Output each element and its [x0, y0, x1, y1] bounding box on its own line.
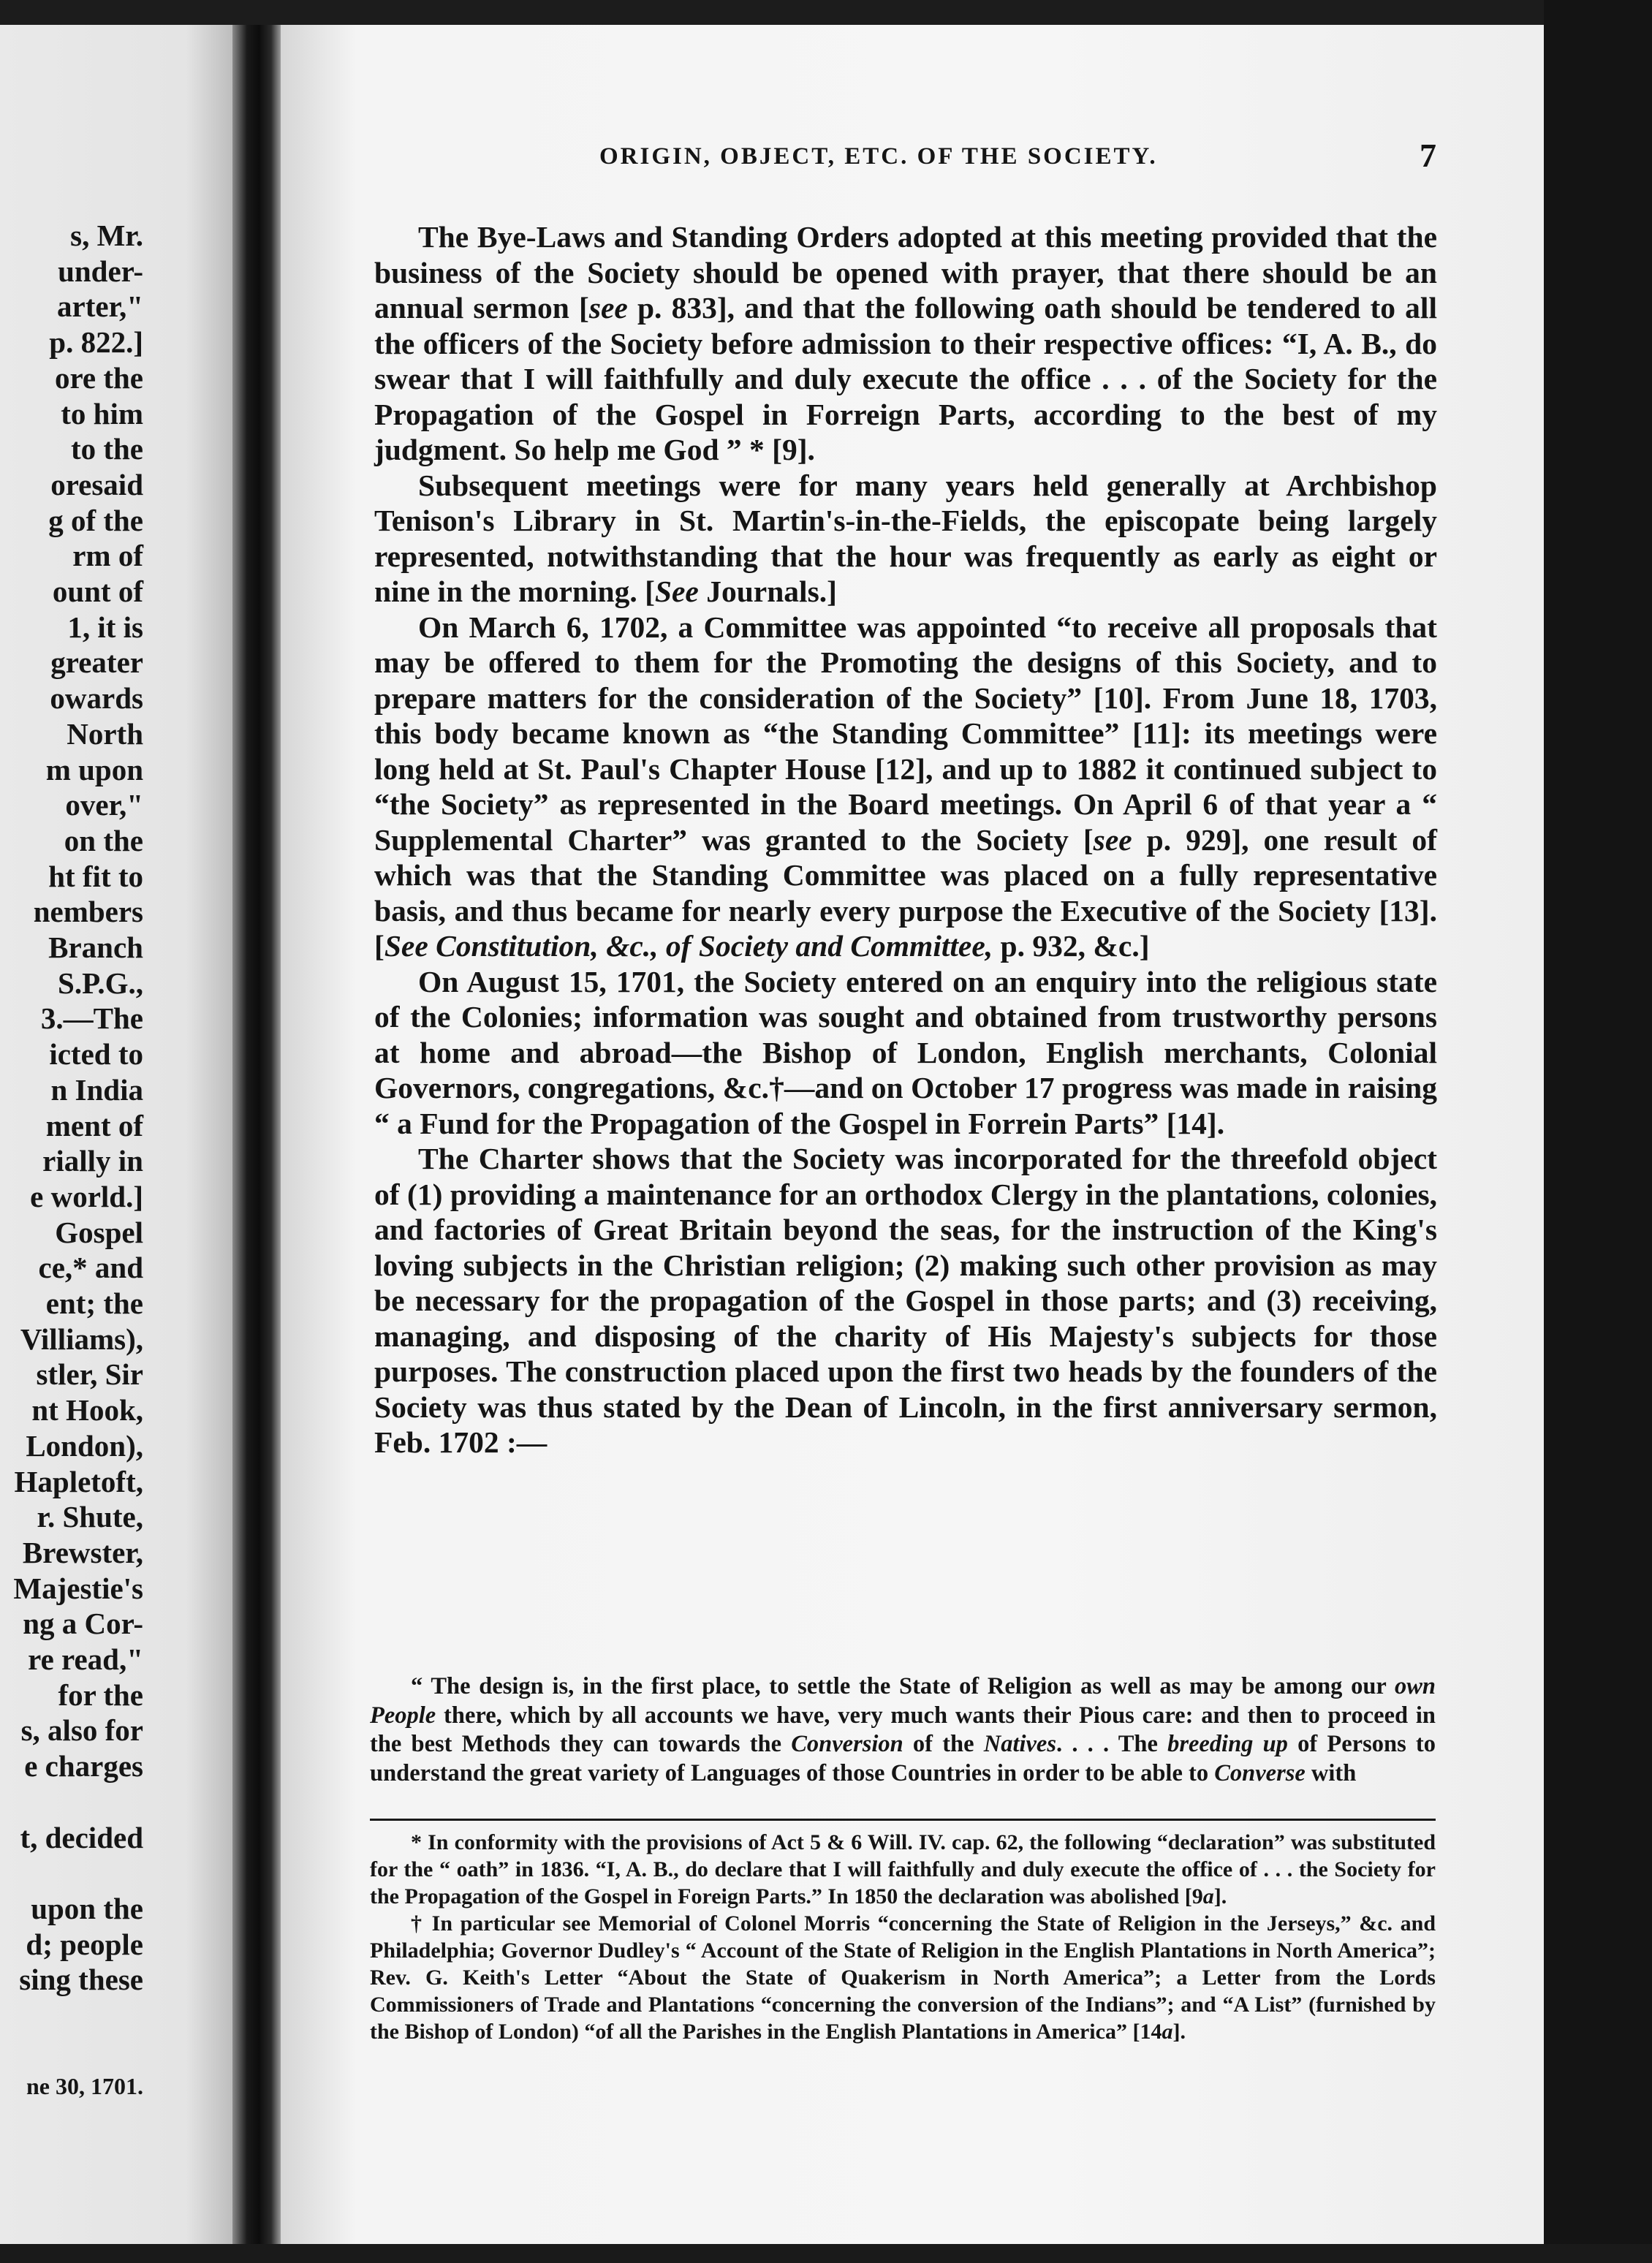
fragment-line: d; people — [26, 1927, 143, 1961]
fragment-line: Villiams), — [20, 1322, 143, 1356]
fragment-line: S.P.G., — [58, 966, 143, 1000]
fragment-line: upon the — [31, 1891, 143, 1925]
text-run: p. 833], and that the following oath should be tendered to all the officers of the Society before admission to their respective offices: “I, A. B., do swear that I will faithfully and duly execute the office . . . of the Society for the Propagation of the Gospel in Forreign Parts, according to the best of my judgment. So help me God ” * [9]. — [374, 291, 1437, 466]
fragment-line: Branch — [48, 930, 143, 964]
fragment-line: ne 30, 1701. — [26, 2073, 143, 2100]
italic-text: see — [1093, 822, 1132, 857]
italic-text: a — [1162, 2020, 1173, 2044]
text-run: of the — [903, 1731, 984, 1758]
fragment-line: r. Shute, — [37, 1500, 143, 1534]
italic-text: Conversion — [791, 1731, 903, 1758]
fragment-line: t, decided — [20, 1820, 143, 1854]
footnotes — [370, 1829, 1436, 2045]
fragment-line: s, also for — [20, 1713, 143, 1748]
footnote — [370, 1910, 1436, 2045]
scan-edge-top — [0, 0, 1652, 25]
fragment-line: Gospel — [55, 1215, 143, 1249]
footnote-rule — [370, 1819, 1436, 1821]
text-run: Subsequent meetings were for many years held generally at Archbishop Tenison's Library in St. Martin's-in-the-Fields, the episcopate being largely represented, notwithstanding that the hour was frequently as early as eight or nine in the morning. [ — [374, 468, 1437, 608]
fragment-line: ount of — [52, 575, 143, 608]
previous-page-fragment — [0, 25, 232, 2244]
text-run: of Persons to understand the great variety of Languages of those Countries in order to be able to — [370, 1731, 1436, 1786]
paragraph — [374, 219, 1437, 468]
italic-text: a — [1202, 1884, 1214, 1908]
fragment-line: ent; the — [45, 1286, 143, 1320]
fragment-line: for the — [58, 1678, 143, 1712]
text-run: The Charter shows that the Society was incorporated for the threefold object of (1) providing a maintenance for an orthodox Clergy in the plantations, colonies, and factories of Great Britain beyond the seas, for the instruction of the King's loving subjects in the Christian religion; (2) making such other provision as may be necessary for the propagation of the Gospel in those parts; and (3) receiving, managing, and disposing of the charity of His Majesty's subjects for those purposes. The construction placed upon the first two heads by the founders of the Society was thus stated by the Dean of Lincoln, in the first anniversary sermon, Feb. 1702 :— — [374, 1142, 1437, 1459]
fragment-line: ht fit to — [48, 859, 143, 893]
text-run: The Bye-Laws and Standing Orders adopted at this meeting provided that the business of the Society should be opened with prayer, that there should be an annual sermon [ — [374, 220, 1437, 325]
italic-text: See Constitution, &c., of Society and Committee, — [384, 929, 993, 963]
fragment-line: e charges — [24, 1749, 143, 1784]
text-run: On August 15, 1701, the Society entered on an enquiry into the religious state of the Colonies; information was sought and obtained from trustworthy persons at home and abroad—the Bishop of London, English merchants, Colonial Governors, congregations, &c.†—and on October 17 progress was made in raising “ a Fund for the Propagation of the Gospel in Forrein Parts” [14]. — [374, 964, 1437, 1140]
italic-text: breeding up — [1167, 1731, 1288, 1758]
paragraph — [374, 610, 1437, 964]
fragment-line: icted to — [49, 1037, 143, 1072]
fragment-line: Brewster, — [22, 1535, 143, 1569]
fragment-line: sing these — [19, 1963, 143, 1997]
fragment-line: under- — [58, 254, 143, 288]
text-run: Journals.] — [698, 575, 837, 608]
italic-text: own People — [370, 1673, 1436, 1729]
fragment-line: arter," — [57, 289, 143, 324]
fragment-line: Hapletoft, — [14, 1464, 143, 1498]
text-run: p. 929], one result of which was that the Standing Committee was placed on a fully representative basis, and thus became for nearly every purpose the Executive of the Society [13]. [ — [374, 822, 1438, 963]
fragment-line: g of the — [48, 503, 143, 537]
fragment-line: on the — [64, 823, 143, 857]
text-run: ]. — [1213, 1884, 1227, 1908]
fragment-line: to the — [70, 432, 143, 466]
fragment-line: greater — [50, 645, 143, 680]
quote-text — [370, 1672, 1436, 1788]
fragment-line: p. 822.] — [49, 325, 143, 360]
fragment-line: rially in — [42, 1144, 143, 1178]
fragment-line: e world.] — [30, 1179, 143, 1213]
italic-text: Natives — [983, 1731, 1056, 1758]
text-run: with — [1305, 1759, 1357, 1786]
running-head: ORIGIN, OBJECT, ETC. OF THE SOCIETY. — [599, 143, 1158, 170]
block-quote — [370, 1672, 1436, 1788]
fragment-line: ce,* and — [38, 1251, 143, 1285]
fragment-line: 3.—The — [40, 1001, 143, 1036]
text-run: “ The design is, in the first place, to settle the State of Religion as well as may be among our — [411, 1673, 1395, 1699]
italic-text: see — [588, 291, 628, 325]
page-number: 7 — [1420, 137, 1436, 174]
fragment-line: to him — [61, 396, 143, 431]
paragraph — [374, 964, 1437, 1142]
fragment-line: ore the — [54, 360, 143, 395]
paragraph — [374, 1141, 1437, 1460]
text-run: there, which by all accounts we have, very much wants their Pious care: and then to proceed in the best Methods they can towards the — [370, 1702, 1436, 1758]
fragment-line: stler, Sir — [36, 1357, 143, 1392]
scan-edge-right — [1544, 0, 1652, 2263]
fragment-line: North — [67, 716, 143, 751]
italic-text: Converse — [1214, 1759, 1306, 1786]
fragment-line: m upon — [45, 752, 143, 786]
fragment-line: rm of — [72, 539, 143, 573]
fragment-line: oresaid — [50, 467, 143, 501]
fragment-line: Majestie's — [13, 1571, 143, 1605]
fragment-line: re read," — [28, 1642, 143, 1676]
footnote — [370, 1829, 1436, 1910]
text-run: * In conformity with the provisions of Act 5 & 6 Will. IV. cap. 62, the following “declaration” was substituted for the “ oath” in 1836. “I, A. B., do declare that I will faithfully and duly execute the office of . . . the Society for the Propagation of the Gospel in Foreign Parts.” In 1850 the declaration was abolished [9 — [370, 1830, 1436, 1908]
text-run: On March 6, 1702, a Committee was appointed “to receive all proposals that may be offered to them for the Promoting the designs of this Society, and to prepare matters for the consideration of the Society” [10]. From June 18, 1703, this body became known as “the Standing Committee” [11]: its meetings were long held at St. Paul's Chapter House [12], and up to 1882 it continued subject to “the Society” as represented in the Board meetings. On April 6 of that year a “ Supplemental Charter” was granted to the Society [ — [374, 610, 1437, 857]
fragment-line: ment of — [45, 1108, 143, 1142]
text-run: . . . . The — [1056, 1731, 1168, 1758]
fragment-line: over," — [65, 788, 143, 822]
text-run: p. 932, &c.] — [993, 929, 1150, 963]
body-text — [374, 219, 1437, 1460]
fragment-line: nt Hook, — [31, 1393, 143, 1428]
book-gutter — [232, 25, 281, 2244]
paragraph — [374, 468, 1437, 610]
text-run: † In particular see Memorial of Colonel Morris “concerning the State of Religion in the Jerseys,” &c. and Philadelphia; Governor Dudley's “ Account of the State of Religion in the English Plantations in North America”; Rev. G. Keith's Letter “About the State of Quakerism in North America”; a Letter from the Lords Commissioners of Trade and Plantations “concerning the conversion of the Indians”; and “A List” (furnished by the Bishop of London) “of all the Parishes in the English Plantations in America” [14 — [370, 1911, 1436, 2044]
fragment-line: n India — [50, 1072, 143, 1107]
italic-text: See — [654, 575, 699, 608]
fragment-line: 1, it is — [67, 610, 143, 644]
fragment-line: London), — [26, 1428, 143, 1463]
fragment-line: nembers — [33, 895, 143, 929]
scan-edge-bottom — [0, 2244, 1652, 2263]
fragment-line: ng a Cor- — [23, 1607, 143, 1641]
text-run: ]. — [1172, 2020, 1186, 2044]
fragment-line: s, Mr. — [70, 219, 143, 252]
fragment-line: owards — [50, 681, 143, 716]
